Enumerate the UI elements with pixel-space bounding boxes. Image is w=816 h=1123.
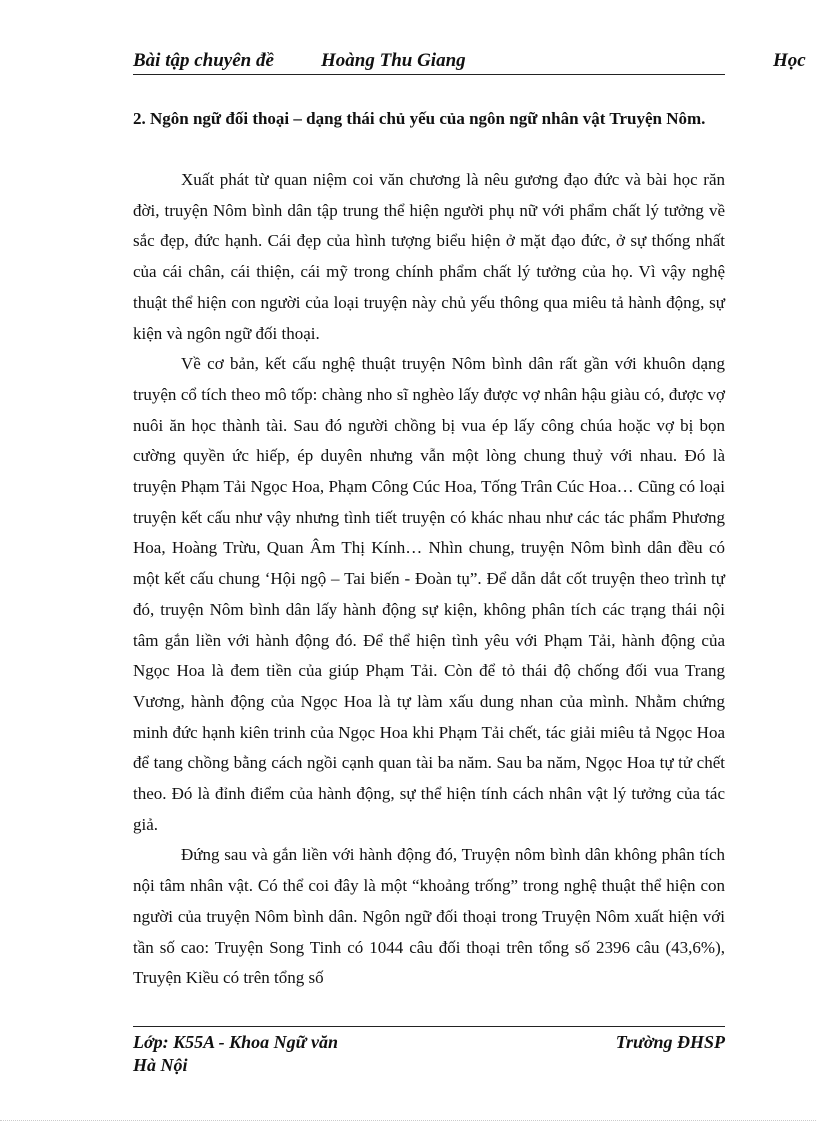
header-title: Bài tập chuyên đề bbox=[133, 50, 274, 71]
page-header bbox=[133, 46, 806, 75]
document-body bbox=[133, 165, 725, 994]
section-title: 2. Ngôn ngữ đối thoại – dạng thái chủ yếu của ngôn ngữ nhân vật Truyện Nôm. bbox=[133, 109, 706, 128]
footer-school: Trường ĐHSP bbox=[615, 1032, 725, 1052]
footer-city: Hà Nội bbox=[133, 1055, 188, 1075]
header-author: Hoàng Thu Giang bbox=[321, 50, 466, 71]
footer-class-info: Lớp: K55A - Khoa Ngữ văn bbox=[133, 1032, 338, 1052]
paragraph-3: Đứng sau và gắn liền với hành động đó, Truyện nôm bình dân không phân tích nội tâm nhân vật. Có thể coi đây là một “khoảng trống” trong nghệ thuật thể hiện con người của truyện Nôm bình dân. Ngôn ngữ đối thoại trong Truyện Nôm xuất hiện với tần số cao: Truyện Song Tinh có 1044 câu đối thoại trên tổng số 2396 câu (43,6%), Truyện Kiều có trên tổng số bbox=[133, 845, 725, 988]
page-edge-divider bbox=[0, 1120, 816, 1121]
header-right-text: Học bbox=[773, 50, 806, 71]
paragraph-2: Về cơ bản, kết cấu nghệ thuật truyện Nôm bình dân rất gần với khuôn dạng truyện cổ tích theo mô tốp: chàng nho sĩ nghèo lấy được vợ nhân hậu giàu có, được vợ nuôi ăn học thành tài. Sau đó người chồng bị vua ép lấy công chúa hoặc vợ bị bọn cường quyền ức hiếp, ép duyên nhưng vẫn một lòng chung thuỷ với nhau. Đó là truyện Phạm Tải Ngọc Hoa, Phạm Công Cúc Hoa, Tống Trân Cúc Hoa… Cũng có loại truyện kết cấu như vậy nhưng tình tiết truyện có khác nhau như các tác phẩm Phương Hoa, Hoàng Trừu, Quan Âm Thị Kính… Nhìn chung, truyện Nôm bình dân đều có một kết cấu chung ‘Hội ngộ – Tai biến - Đoàn tụ”. Để dẫn dắt cốt truyện theo trình tự đó, truyện Nôm bình dân lấy hành động sự kiện, không phân tích các trạng thái nội tâm gắn liền với hành động đó. Để thể hiện tình yêu với Phạm Tải, hành động của Ngọc Hoa là đem tiền của giúp Phạm Tải. Còn để tỏ thái độ chống đối vua Trang Vương, hành động của Ngọc Hoa là tự làm xấu dung nhan của mình. Nhằm chứng minh đức hạnh kiên trinh của Ngọc Hoa khi Phạm Tải chết, tác giải miêu tả Ngọc Hoa để tang chồng bằng cách ngồi cạnh quan tài ba năm. Sau ba năm, Ngọc Hoa tự tử chết theo. Đó là đỉnh điểm của hành động, sự thể hiện tính cách nhân vật lý tưởng của tác giả. bbox=[133, 354, 725, 834]
paragraph-1: Xuất phát từ quan niệm coi văn chương là nêu gương đạo đức và bài học răn đời, truyện Nôm bình dân tập trung thể hiện người phụ nữ với phẩm chất lý tưởng về sắc đẹp, đức hạnh. Cái đẹp của hình tượng biểu hiện ở mặt đạo đức, ở sự thống nhất của cái chân, cái thiện, cái mỹ trong chính phẩm chất lý tưởng của họ. Vì vậy nghệ thuật thể hiện con người của loại truyện này chủ yếu thông qua miêu tả hành động, sự kiện và ngôn ngữ đối thoại. bbox=[133, 170, 725, 343]
page-footer bbox=[133, 1026, 725, 1075]
